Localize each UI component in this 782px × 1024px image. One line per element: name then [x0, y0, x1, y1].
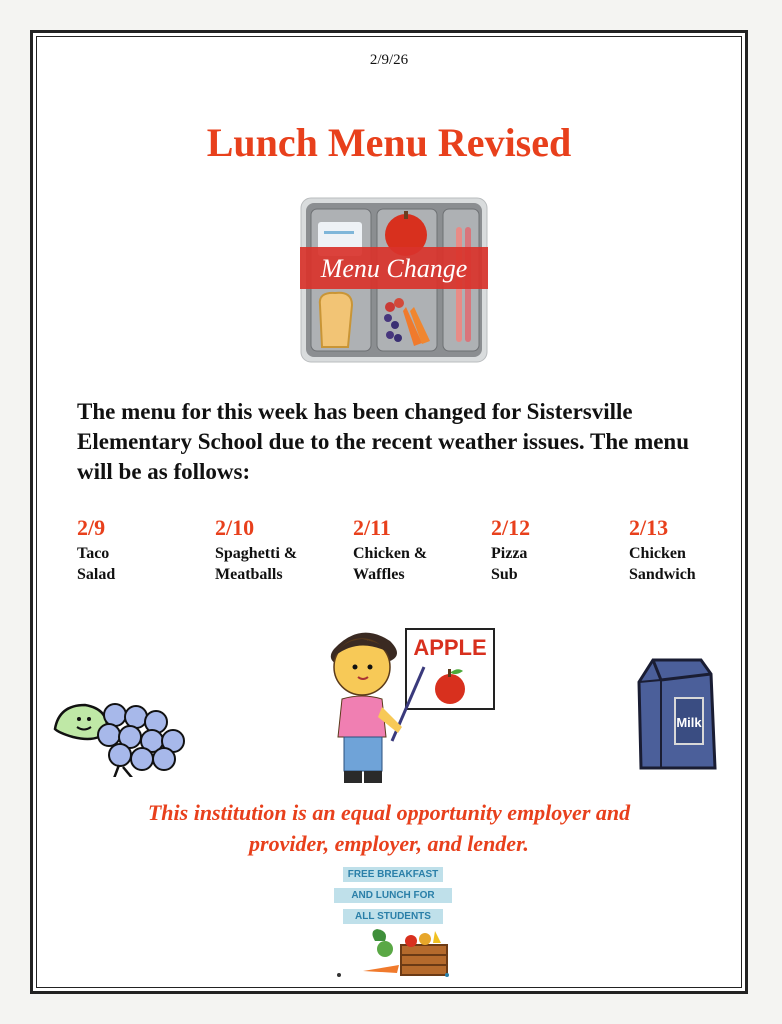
girl-with-apple-sign-illustration	[320, 609, 500, 794]
tray-banner-text: Menu Change	[320, 254, 468, 283]
grapes-illustration	[49, 667, 197, 777]
milk-carton-illustration	[625, 654, 725, 776]
vegetable-basket-icon	[333, 927, 453, 979]
intro-paragraph: The menu for this week has been changed for Sistersville Elementary School due to the recent weather issues. The menu will be as follows:	[77, 399, 690, 484]
menu-day-date: 2/13	[629, 515, 669, 540]
menu-day-meal: Chicken Sandwich	[629, 545, 696, 583]
menu-day-thursday	[491, 515, 621, 585]
menu-day-meal: Spaghetti & Meatballs	[215, 545, 298, 583]
menu-day-date: 2/10	[215, 515, 255, 540]
free-meals-line-1: FREE BREAKFAST	[343, 867, 443, 882]
menu-day-monday	[77, 515, 207, 585]
inner-border	[36, 36, 742, 988]
menu-change-tray-illustration	[300, 197, 488, 363]
menu-day-meal: Taco Salad	[77, 545, 116, 583]
menu-day-meal: Pizza Sub	[491, 545, 528, 583]
equal-opportunity-line-2: provider, employer, and lender.	[249, 831, 529, 856]
page-frame	[30, 30, 748, 994]
weekly-menu	[77, 515, 757, 595]
free-meals-line-3: ALL STUDENTS	[343, 909, 443, 924]
equal-opportunity-line-1: This institution is an equal opportunity employer and	[147, 800, 631, 825]
menu-day-date: 2/11	[353, 515, 391, 540]
menu-day-date: 2/12	[491, 515, 531, 540]
date-label: 2/9/26	[369, 52, 409, 68]
page-title: Lunch Menu Revised	[206, 120, 572, 165]
menu-day-tuesday	[215, 515, 345, 585]
milk-carton-label: Milk	[676, 715, 702, 730]
free-meals-badge	[333, 867, 453, 930]
menu-day-date: 2/9	[77, 515, 106, 540]
equal-opportunity-statement	[37, 797, 741, 859]
menu-day-friday	[629, 515, 759, 585]
apple-sign-text: APPLE	[413, 635, 487, 660]
menu-day-meal: Chicken & Waffles	[353, 545, 428, 583]
menu-day-wednesday	[353, 515, 483, 585]
free-meals-line-2: AND LUNCH FOR	[334, 888, 452, 903]
